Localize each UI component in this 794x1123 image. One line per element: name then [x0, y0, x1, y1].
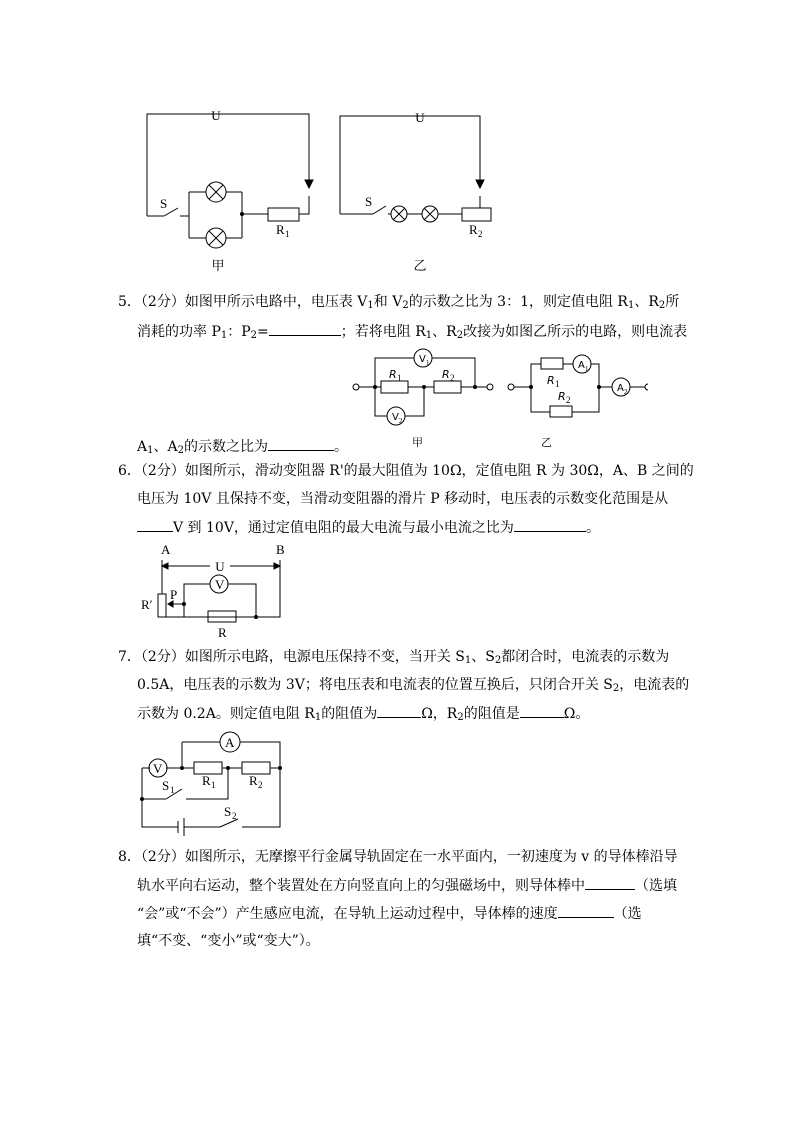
subscript: 1 — [367, 300, 374, 311]
subscript: 2 — [494, 655, 502, 666]
switch-label-s: S — [365, 194, 373, 209]
q6-circuit — [138, 542, 308, 642]
subscript: 1 — [170, 785, 175, 795]
resistor-r2-label: R — [442, 368, 450, 381]
question-number: 8． — [118, 849, 141, 865]
subscript: 2 — [450, 373, 455, 383]
resistor-r2-label: R — [558, 390, 566, 403]
q8-line-2 — [137, 875, 677, 896]
q8-line-1 — [118, 847, 678, 867]
q7-text: Ω。 — [563, 706, 590, 722]
subscript: 2 — [258, 780, 263, 790]
q5-text: 的示数之比为 3：1，则定值电阻 R — [408, 294, 628, 310]
question-number: 6． — [118, 463, 141, 479]
top-circuit-left — [130, 100, 330, 274]
q8-text: （选 — [613, 906, 642, 922]
switch-s1-label: S — [162, 778, 170, 793]
subscript: 1 — [555, 379, 560, 389]
q7-circuit — [138, 728, 308, 833]
q5-text: A — [137, 439, 148, 455]
q8-line-4 — [137, 931, 320, 951]
answer-blank[interactable] — [520, 703, 564, 718]
resistor-r1-label: R — [202, 773, 211, 788]
q8-text: 填“不变、“变小”或“变大”）。 — [137, 933, 320, 949]
subscript: 2 — [250, 330, 258, 341]
caption-yi: 乙 — [541, 436, 552, 449]
subscript: 1 — [627, 300, 635, 311]
question-score: （2分） — [140, 294, 185, 310]
rheostat-label: R′ — [141, 597, 153, 612]
subscript: 1 — [464, 655, 472, 666]
resistor-r2-label: R — [249, 773, 258, 788]
q6-line-3 — [137, 517, 600, 538]
q6-text: 。 — [585, 520, 600, 536]
q5-text: 消耗的功率 P — [137, 324, 221, 340]
q5-text: 、R — [432, 324, 457, 340]
switch-s2-label: S — [224, 804, 232, 819]
voltage-label-u: U — [215, 559, 225, 574]
answer-blank[interactable] — [558, 903, 614, 918]
subscript: 2 — [566, 395, 571, 405]
ammeter-label: A — [225, 735, 235, 750]
q7-text: 如图所示电路，电源电压保持不变，当开关 S — [184, 649, 465, 665]
ammeter-a2-label: A — [617, 383, 624, 394]
q5-line-1 — [118, 292, 679, 312]
caption-jia: 甲 — [211, 259, 225, 274]
subscript: 1 — [211, 780, 216, 790]
q5-text: 和 V — [373, 294, 403, 310]
answer-blank[interactable] — [377, 703, 421, 718]
point-b-label: B — [276, 542, 285, 557]
q7-text: Ω，R — [421, 706, 458, 722]
resistor-r1-label: R — [547, 374, 555, 387]
q8-text: “会”或“不会”）产生感应电流，在导轨上运动过程中，导体棒的速度 — [137, 906, 558, 922]
q5-text: 、R — [634, 294, 659, 310]
q8-text: 轨水平向右运动，整个装置处在方向竖直向上的匀强磁场中，则导体棒中 — [137, 878, 585, 894]
subscript: 2 — [624, 388, 628, 396]
q6-line-2 — [137, 489, 668, 509]
q7-text: 的阻值是 — [463, 706, 520, 722]
answer-blank[interactable] — [514, 517, 586, 532]
subscript: 2 — [402, 300, 409, 311]
q5-circuit-yi — [505, 344, 655, 454]
subscript: 1 — [585, 365, 589, 373]
subscript: 2 — [232, 811, 237, 821]
q8-text: 如图所示，无摩擦平行金属导轨固定在一水平面内，一初速度为 v 的导体棒沿导 — [184, 849, 678, 865]
q5-text: 的示数之比为 — [184, 439, 268, 455]
resistor-label: R — [469, 222, 478, 237]
subscript: 2 — [457, 712, 464, 723]
ammeter-a1-label: A — [578, 360, 585, 371]
q5-text: = — [257, 324, 269, 340]
voltage-label-u: U — [211, 108, 221, 123]
q5-text: 所 — [665, 294, 680, 310]
q5-text: 如图甲所示电路中，电压表 V — [184, 294, 368, 310]
q7-line-3 — [137, 703, 589, 724]
voltmeter-v2-label: V — [392, 412, 399, 423]
answer-blank[interactable] — [137, 517, 173, 532]
switch-label-s: S — [160, 196, 168, 211]
answer-blank[interactable] — [268, 436, 334, 451]
top-circuit-right — [325, 100, 505, 274]
subscript: 1 — [147, 445, 154, 456]
q7-line-2 — [137, 675, 689, 695]
subscript: 2 — [399, 417, 403, 425]
q8-text: （选填 — [635, 878, 677, 894]
question-score: （2分） — [140, 849, 185, 865]
q6-text: 电压为 10V 且保持不变，当滑动变阻器的滑片 P 移动时，电压表的示数变化范围是从 — [137, 491, 669, 507]
question-number: 5． — [118, 294, 141, 310]
subscript: 2 — [658, 300, 666, 311]
q7-text: 都闭合时，电流表的示数为 — [501, 649, 670, 665]
q8-line-3 — [137, 903, 642, 924]
question-score: （2分） — [140, 649, 185, 665]
q5-text: 、A — [153, 439, 178, 455]
q7-text: 0.5A，电压表的示数为 3V；将电压表和电流表的位置互换后，只闭合开关 S — [137, 677, 613, 693]
q6-line-1 — [118, 461, 694, 481]
answer-blank[interactable] — [585, 875, 635, 890]
caption-jia: 甲 — [412, 436, 423, 449]
caption-yi: 乙 — [413, 259, 427, 274]
resistor-subscript: 1 — [285, 229, 290, 239]
subscript: 1 — [220, 330, 228, 341]
q5-line-3 — [137, 436, 348, 457]
voltage-label-u: U — [415, 110, 425, 125]
resistor-label: R — [276, 222, 285, 237]
q6-text: V 到 10V，通过定值电阻的最大电流与最小电流之比为 — [173, 520, 514, 536]
slider-p-label: P — [170, 587, 178, 602]
q7-text: 的阻值为 — [321, 706, 378, 722]
subscript: 1 — [314, 712, 322, 723]
answer-blank[interactable] — [269, 321, 341, 336]
question-number: 7． — [118, 649, 141, 665]
q7-text: ，电流表的 — [619, 677, 690, 693]
voltmeter-v1-label: V — [419, 354, 426, 365]
subscript: 1 — [426, 359, 430, 367]
q5-line-2 — [137, 321, 687, 342]
q5-text: 。 — [334, 439, 348, 455]
subscript: 2 — [456, 330, 464, 341]
q7-text: 、S — [471, 649, 495, 665]
question-score: （2分） — [140, 463, 185, 479]
resistor-label: R — [218, 625, 227, 640]
q5-text: ；若将电阻 R — [340, 324, 426, 340]
subscript: 2 — [612, 683, 620, 694]
q5-circuit-jia — [350, 344, 500, 454]
q7-line-1 — [118, 647, 669, 667]
q5-text: 改接为如图乙所示的电路，则电流表 — [463, 324, 688, 340]
subscript: 2 — [177, 445, 184, 456]
voltmeter-label: V — [215, 577, 225, 592]
q6-text: 如图所示，滑动变阻器 R'的最大阻值为 10Ω，定值电阻 R 为 30Ω，A、B 之间的 — [184, 463, 694, 479]
voltmeter-label: V — [153, 761, 163, 776]
point-a-label: A — [161, 542, 171, 557]
subscript: 1 — [397, 373, 402, 383]
q7-text: 示数为 0.2A。则定值电阻 R — [137, 706, 315, 722]
q5-text: ：P — [227, 324, 251, 340]
subscript: 1 — [425, 330, 433, 341]
resistor-subscript: 2 — [478, 229, 483, 239]
resistor-r1-label: R — [389, 368, 397, 381]
